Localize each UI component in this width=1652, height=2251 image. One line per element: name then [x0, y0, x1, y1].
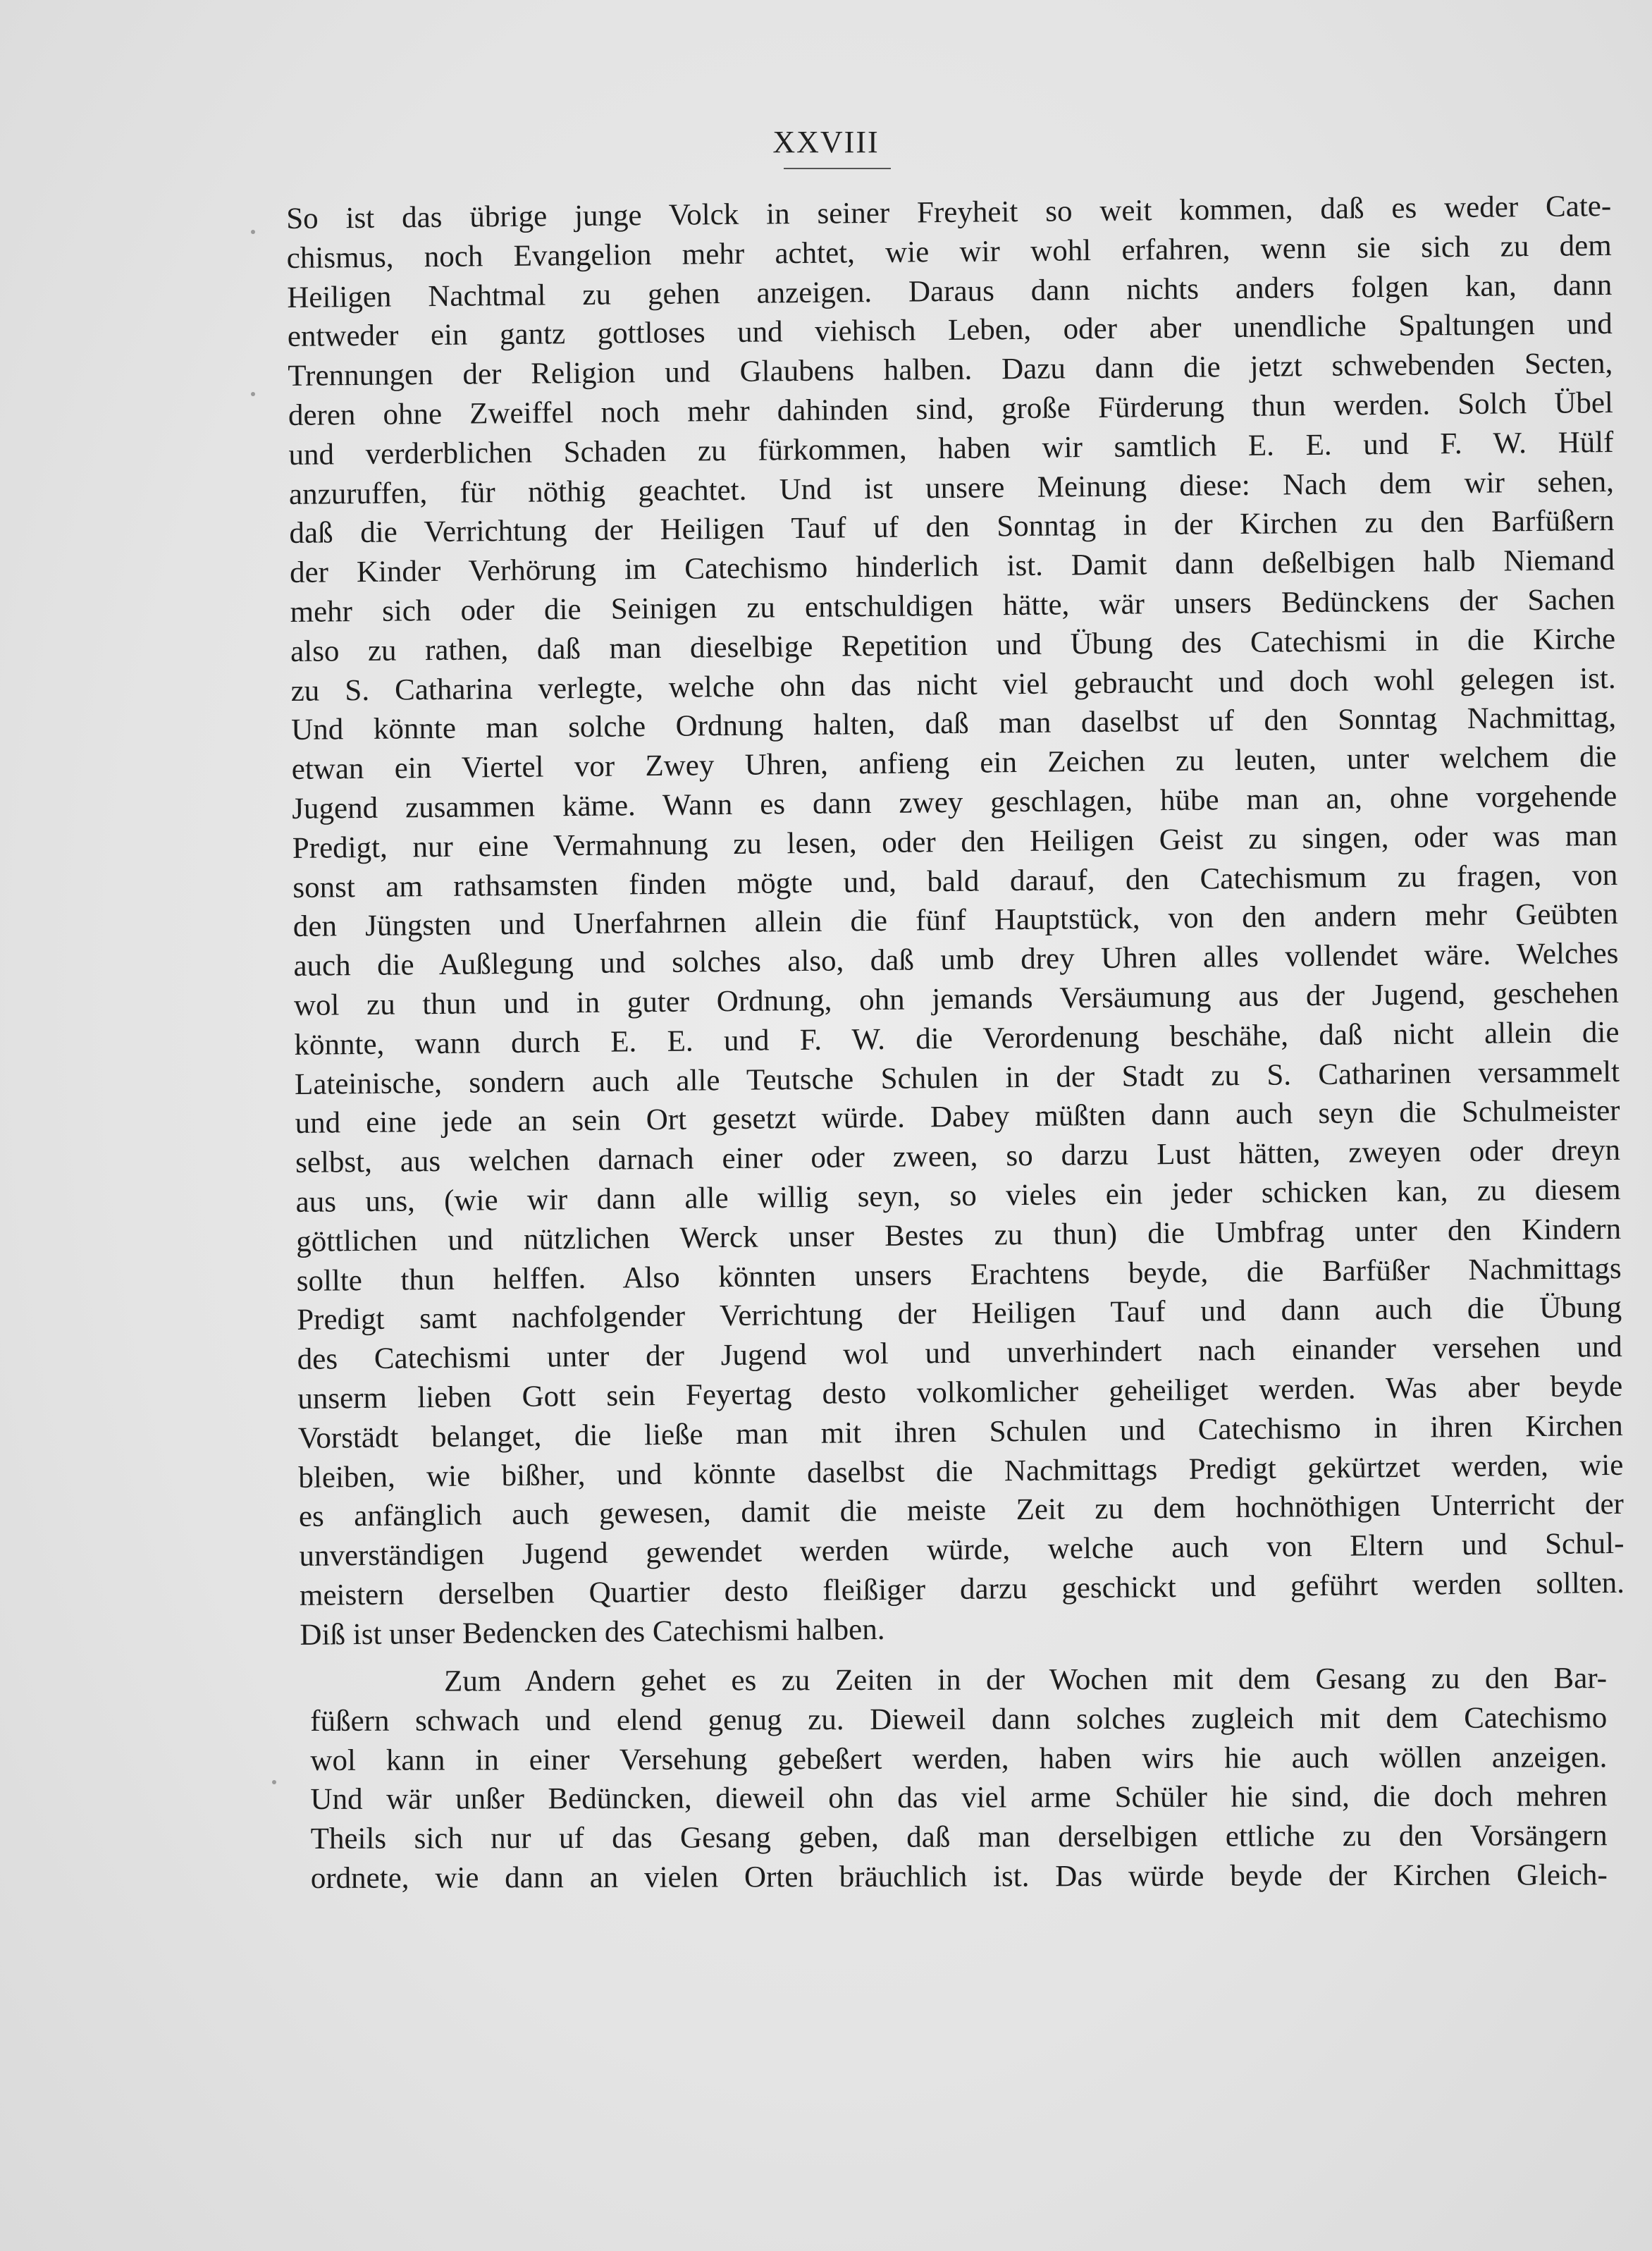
text-line: unserm lieben Gott sein Feyertag desto volkomlicher geheiliget werden. Was aber beyde: [297, 1369, 1623, 1416]
text-line: Vorstädt belanget, die ließe man mit ihren Schulen und Catechismo in ihren Kirchen: [297, 1409, 1624, 1455]
text-line: etwan ein Viertel vor Zwey Uhren, anfieng ein Zeichen zu leuten, unter welchem die: [291, 740, 1617, 787]
page-number: XXVIII: [772, 125, 880, 159]
text-line: meistern derselben Quartier desto fleißiger darzu geschickt und geführt werden sollten.: [299, 1566, 1625, 1612]
text-line: chismus, noch Evangelion mehr achtet, wie wir wohl erfahren, wenn sie sich zu dem: [286, 228, 1612, 275]
text-line: also zu rathen, daß man dieselbige Repetition und Übung des Catechismi in die Kirche: [290, 622, 1616, 668]
text-line: mehr sich oder die Seinigen zu entschuldigen hätte, wär unsers Bedünckens der Sachen: [290, 582, 1615, 629]
scan-speck: [251, 230, 255, 234]
body-paragraph-2: [310, 1659, 1608, 1899]
text-line: deren ohne Zweiffel noch mehr dahinden sind, große Fürderung thun werden. Solch Übel: [288, 386, 1614, 432]
text-line-indented: Zum Andern gehet es zu Zeiten in der Wochen mit dem Gesang zu den Bar-: [444, 1662, 1608, 1698]
body-paragraph-1: [286, 187, 1625, 1655]
text-line: Predigt, nur eine Vermahnung zu lesen, oder den Heiligen Geist zu singen, oder was man: [292, 818, 1617, 865]
text-line: des Catechismi unter der Jugend wol und unverhindert nach einander versehen und: [297, 1330, 1622, 1377]
text-line: Trennungen der Religion und Glaubens halben. Dazu dann die jetzt schwebenden Secten,: [288, 347, 1613, 393]
text-line: Und wär unßer Bedüncken, dieweil ohn das viel arme Schüler hie sind, die doch mehren: [310, 1779, 1608, 1817]
text-line: und eine jede an sein Ort gesetzt würde. Dabey müßten dann auch seyn die Schulmeister: [295, 1094, 1620, 1141]
page-number-underline: [784, 168, 891, 169]
text-line: auch die Außlegung und solches also, daß umb drey Uhren alles vollendet wäre. Welches: [293, 937, 1619, 983]
text-line: Jugend zusammen käme. Wann es dann zwey geschlagen, hübe man an, ohne vorgehende: [292, 779, 1617, 826]
text-line: der Kinder Verhörung im Catechismo hinderlich ist. Damit dann deßelbigen halb Niemand: [289, 544, 1615, 590]
text-line: sonst am rathsamsten finden mögte und, bald darauf, den Catechismum zu fragen, von: [292, 858, 1618, 904]
text-line: könnte, wann durch E. E. und F. W. die Verordenung beschähe, daß nicht allein die: [294, 1015, 1620, 1062]
text-line: Predigt samt nachfolgender Verrichtung der Heiligen Tauf und dann auch die Übung: [297, 1291, 1622, 1337]
text-line: anzuruffen, für nöthig geachtet. Und ist unsere Meinung diese: Nach dem wir sehen,: [288, 465, 1615, 511]
text-line: Theils sich nur uf das Gesang geben, daß man derselbigen ettliche zu den Vorsängern: [310, 1819, 1608, 1856]
text-line: selbst, aus welchen darnach einer oder zween, so darzu Lust hätten, zweyen oder dreyn: [295, 1134, 1621, 1180]
text-line: Heiligen Nachtmal zu gehen anzeigen. Daraus dann nichts anders folgen kan, dann: [287, 268, 1613, 314]
text-line: wol zu thun und in guter Ordnung, ohn jemands Versäumung aus der Jugend, geschehen: [293, 976, 1620, 1022]
text-line: ordnete, wie dann an vielen Orten bräuchlich ist. Das würde beyde der Kirchen Gleich-: [310, 1858, 1608, 1895]
text-line: zu S. Catharina verlegte, welche ohn das nicht viel gebraucht und doch wohl gelegen ist.: [290, 661, 1616, 708]
text-line: es anfänglich auch gewesen, damit die meiste Zeit zu dem hochnöthigen Unterricht der: [298, 1488, 1625, 1534]
text-line: So ist das übrige junge Volck in seiner Freyheit so weit kommen, daß es weder Cate-: [286, 189, 1612, 235]
scan-speck: [251, 392, 255, 396]
text-line: wol kann in einer Versehung gebeßert werden, haben wirs hie auch wöllen anzeigen.: [310, 1740, 1608, 1777]
text-line-paragraph-end: Diß ist unser Bedencken des Catechismi halben.: [300, 1612, 885, 1652]
text-line: bleiben, wie bißher, und könnte daselbst die Nachmittags Predigt gekürtzet werden, wie: [298, 1448, 1624, 1495]
text-line: entweder ein gantz gottloses und viehisch Leben, oder aber unendliche Spaltungen und: [287, 307, 1613, 354]
text-line: göttlichen und nützlichen Werck unser Bestes zu thun) die Umbfrag unter den Kindern: [295, 1212, 1622, 1258]
text-line: daß die Verrichtung der Heiligen Tauf uf den Sonntag in der Kirchen zu den Barfüßern: [289, 504, 1615, 551]
text-line: Lateinische, sondern auch alle Teutsche Schulen in der Stadt zu S. Catharinen versammelt: [294, 1055, 1620, 1101]
text-line: den Jüngsten und Unerfahrnen allein die fünf Hauptstück, von den andern mehr Geübten: [292, 897, 1619, 944]
scan-speck: [272, 1780, 276, 1784]
text-line: sollte thun helffen. Also könnten unsers Erachtens beyde, die Barfüßer Nachmittags: [296, 1251, 1622, 1298]
text-line: unverständigen Jugend gewendet werden würde, welche auch von Eltern und Schul-: [299, 1526, 1625, 1574]
text-line: aus uns, (wie wir dann alle willig seyn, so vieles ein jeder schicken kan, zu diesem: [295, 1172, 1621, 1219]
text-line: und verderblichen Schaden zu fürkommen, haben wir samtlich E. E. und F. W. Hülf: [288, 425, 1614, 472]
text-line: füßern schwach und elend genug zu. Dieweil dann solches zugleich mit dem Catechismo: [310, 1700, 1608, 1738]
text-line: Und könnte man solche Ordnung halten, daß man daselbst uf den Sonntag Nachmittag,: [291, 701, 1617, 747]
